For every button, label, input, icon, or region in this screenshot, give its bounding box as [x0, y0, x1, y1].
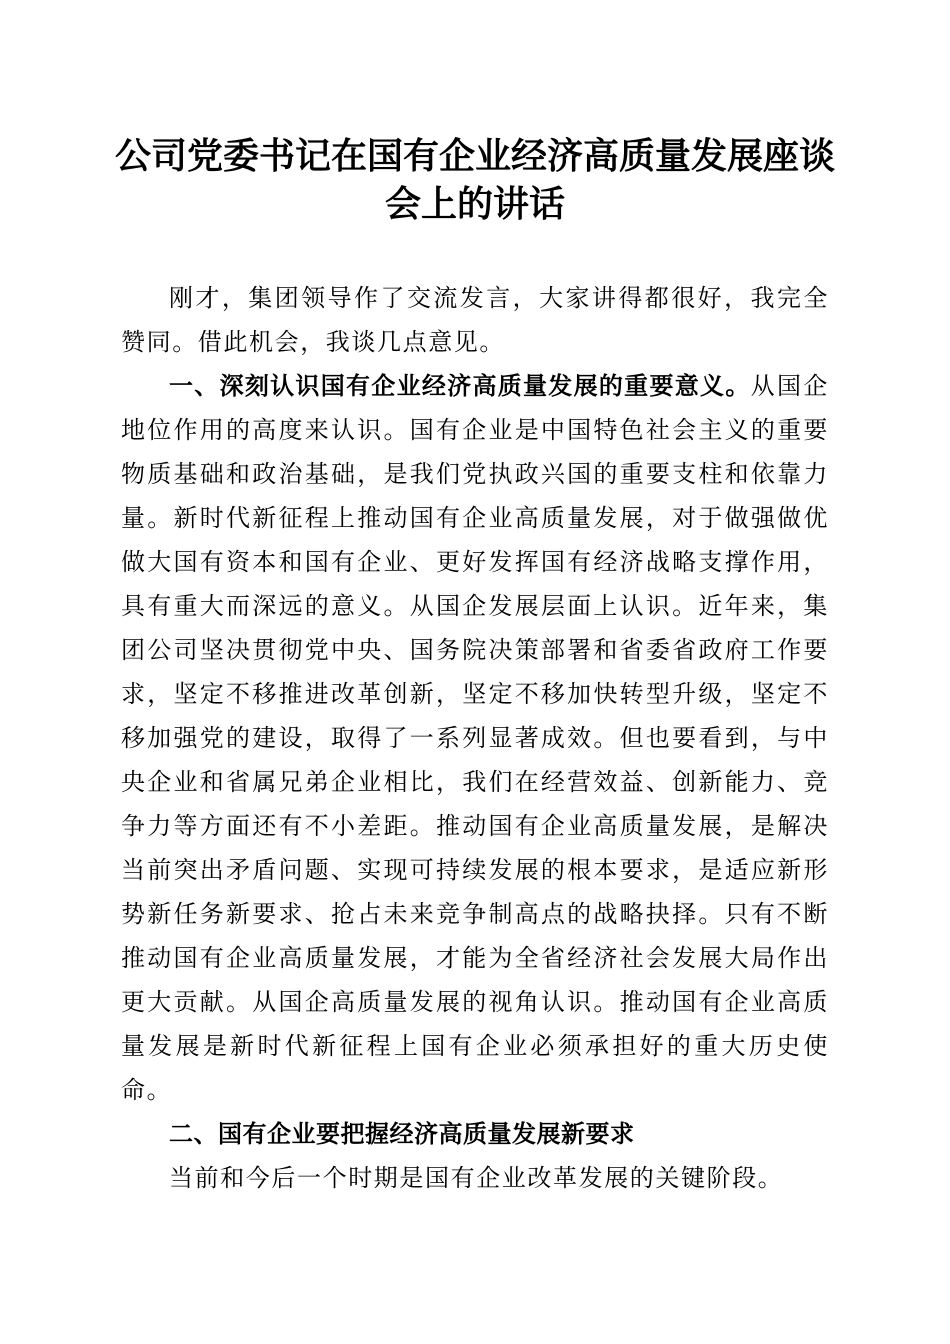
paragraph-section-two [121, 1112, 829, 1156]
paragraph-text: 从国企地位作用的高度来认识。国有企业是中国特色社会主义的重要物质基础和政治基础，是我们党执政兴国的重要支柱和依靠力量。新时代新征程上推动国有企业高质量发展，对于做强做优做大国有资本和国有企业、更好发挥国有经济战略支撑作用，具有重大而深远的意义。从国企发展层面上认识。近年来，集团公司坚决贯彻党中央、国务院决策部署和省委省政府工作要求，坚定不移推进改革创新，坚定不移加快转型升级，坚定不移加强党的建设，取得了一系列显著成效。但也要看到，与中央企业和省属兄弟企业相比，我们在经营效益、创新能力、竞争力等方面还有不小差距。推动国有企业高质量发展，是解决当前突出矛盾问题、实现可持续发展的根本要求，是适应新形势新任务新要求、抢占未来竞争制高点的战略抉择。只有不断推动国有企业高质量发展，才能为全省经济社会发展大局作出更大贡献。从国企高质量发展的视角认识。推动国有企业高质量发展是新时代新征程上国有企业必须承担好的重大历史使命。 [121, 372, 829, 1104]
document-title: 公司党委书记在国有企业经济高质量发展座谈会上的讲话 [114, 135, 835, 225]
document-body [121, 276, 829, 1200]
section-heading-one: 一、深刻认识国有企业经济高质量发展的重要意义。 [169, 372, 751, 400]
paragraph-text: 当前和今后一个时期是国有企业改革发展的关键阶段。 [169, 1164, 784, 1192]
paragraph-text: 刚才，集团领导作了交流发言，大家讲得都很好，我完全赞同。借此机会，我谈几点意见。 [121, 284, 829, 356]
paragraph-intro [121, 276, 829, 364]
paragraph-section-one [121, 364, 829, 1112]
paragraph-section-two-body [121, 1156, 829, 1200]
section-heading-two: 二、国有企业要把握经济高质量发展新要求 [169, 1120, 635, 1148]
